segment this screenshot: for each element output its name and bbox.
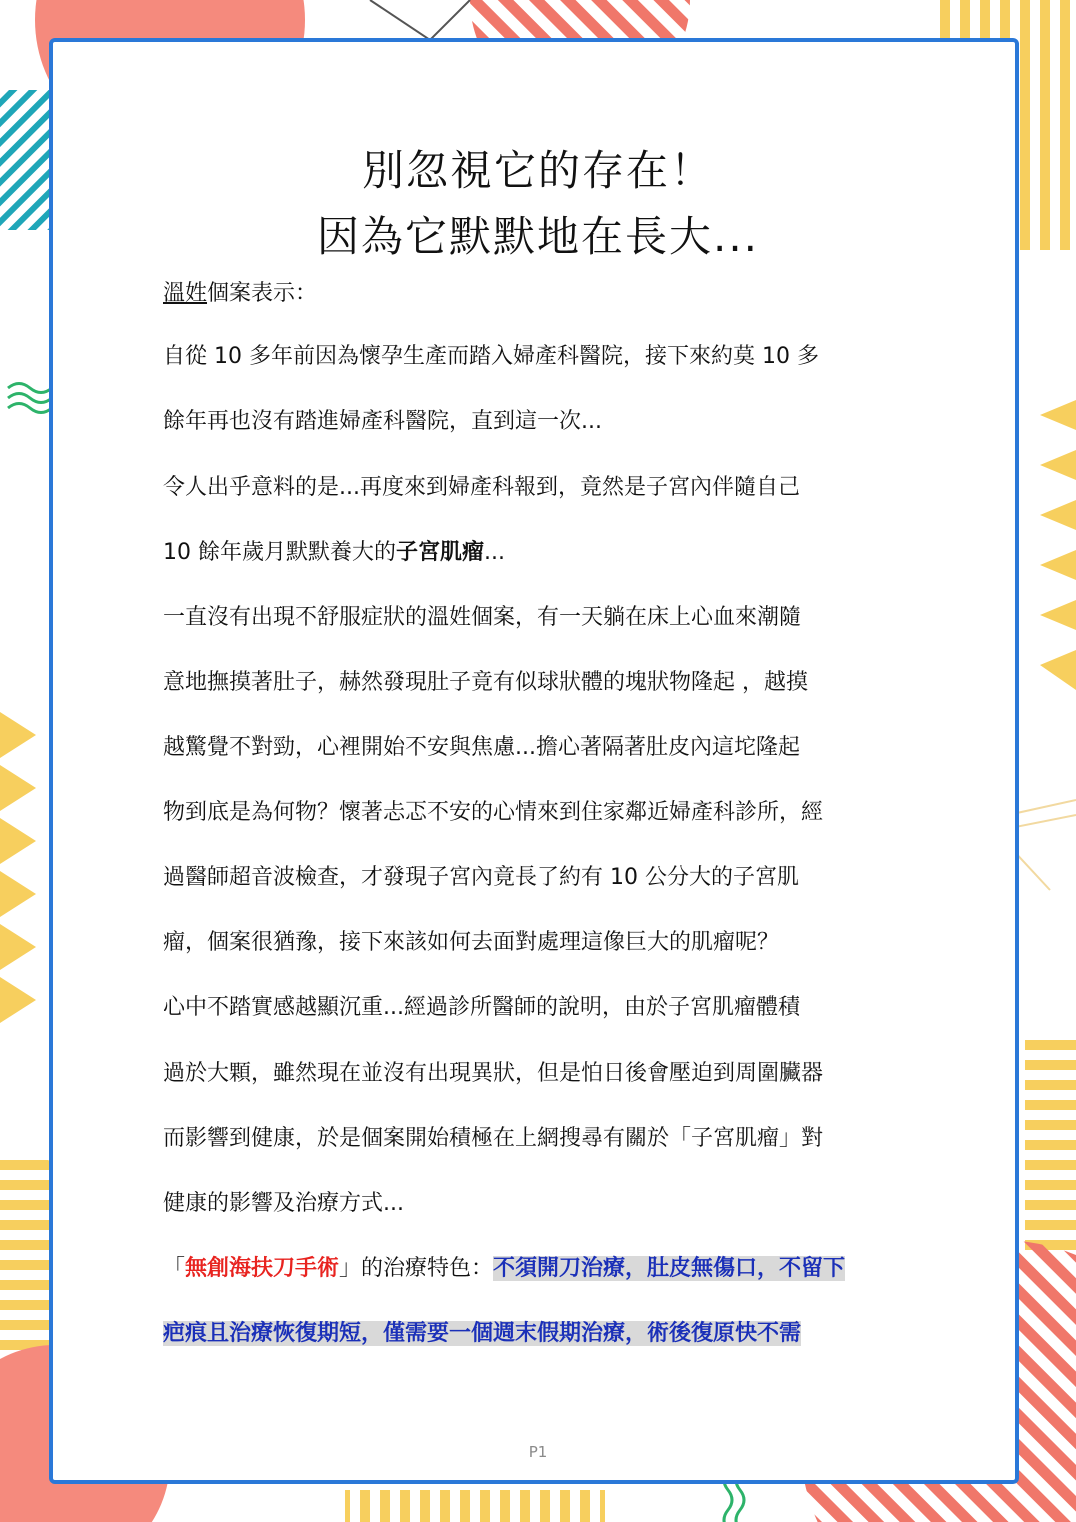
body-line-6: 意地撫摸著肚子，赫然發現肚子竟有似球狀體的塊狀物隆起 ，越摸 [163,670,808,695]
yellow-stripes-bottom [345,1490,605,1522]
highlight-1: 不須開刀治療，肚皮無傷口，不留下 [493,1256,846,1281]
treat-open: 「 [163,1256,186,1281]
triangle-outline-top [370,0,470,40]
treatment-line-2 [163,1320,801,1348]
line4-bold: 子宮肌瘤 [396,540,485,565]
case-name: 溫姓 [163,281,208,306]
body-line-1: 自從 10 多年前因為懷孕生產而踏入婦產科醫院，接下來約莫 10 多 [163,344,819,369]
body-line-14: 健康的影響及治療方式... [163,1191,404,1216]
body-line-4 [163,539,505,567]
case-rest: 個案表示： [207,281,318,306]
yellow-triangles-left [0,712,36,1023]
body-line-12: 過於大顆，雖然現在並沒有出現異狀，但是怕日後會壓迫到周圍臟器 [163,1061,824,1086]
body-line-10: 瘤，個案很猶豫，接下來該如何去面對處理這像巨大的肌瘤呢？ [163,930,780,955]
treat-close: 」的治療特色： [339,1256,494,1281]
line4-pre: 10 餘年歲月默默養大的 [163,540,396,565]
page-number: P1 [528,1443,548,1461]
title-line-1: 別忽視它的存在！ [361,146,714,195]
case-label [163,280,317,308]
yellow-stripes-right [1025,1040,1076,1260]
body-line-3: 令人出乎意料的是...再度來到婦產科報到，竟然是子宮內伴隨自己 [163,475,800,500]
yellow-triangles-right [1040,400,1076,690]
body-line-8: 物到底是為何物？懷著忐忑不安的心情來到住家鄰近婦產科診所，經 [163,800,824,825]
treatment-name: 無創海扶刀手術 [185,1256,340,1281]
body-line-13: 而影響到健康，於是個案開始積極在上網搜尋有關於「子宮肌瘤」對 [163,1126,824,1151]
title-line-2: 因為它默默地在長大... [316,212,760,261]
highlight-2: 疤痕且治療恢復期短，僅需要一個週末假期治療，術後復原快不需 [163,1321,802,1346]
body-line-7: 越驚覺不對勁，心裡開始不安與焦慮...擔心著隔著肚皮內這坨隆起 [163,735,800,760]
body-line-2: 餘年再也沒有踏進婦產科醫院，直到這一次... [163,409,602,434]
line4-post: ... [484,540,505,565]
body-line-5: 一直沒有出現不舒服症狀的溫姓個案，有一天躺在床上心血來潮隨 [163,605,802,630]
body-line-11: 心中不踏實感越顯沉重...經過診所醫師的說明，由於子宮肌瘤體積 [163,995,800,1020]
body-line-9: 過醫師超音波檢查，才發現子宮內竟長了約有 10 公分大的子宮肌 [163,865,799,890]
treatment-line-1 [163,1255,845,1283]
